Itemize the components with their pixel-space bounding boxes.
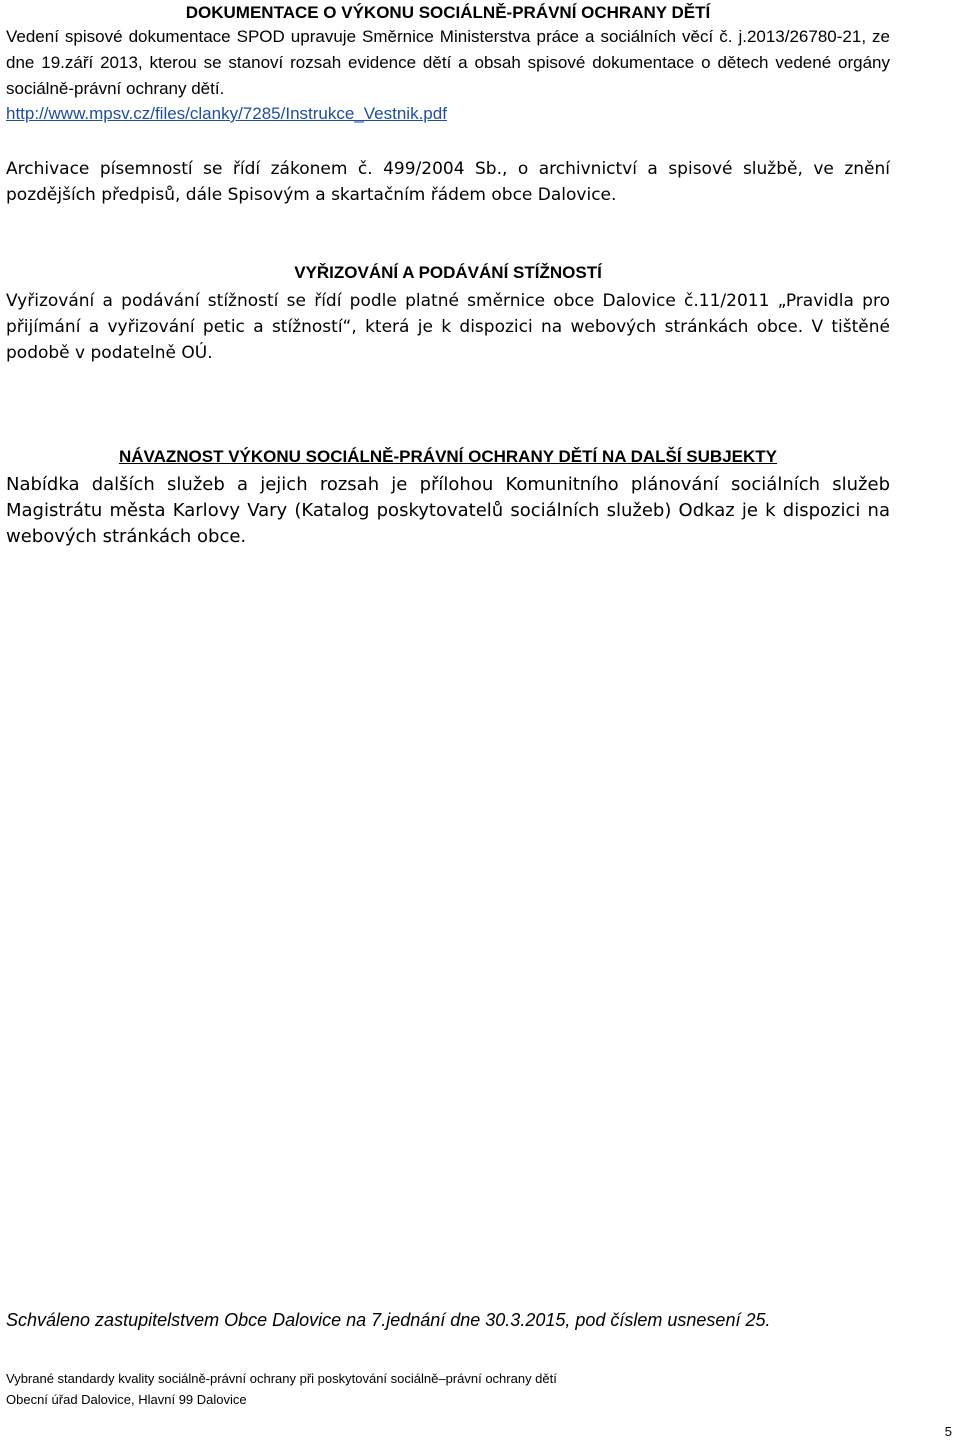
archive-paragraph: Archivace písemností se řídí zákonem č. 499/2004 Sb., o archivnictví a spisové službě, ve znění pozdějších předpisů, dále Spisovým a skartačním řádem obce Dalovice. xyxy=(6,159,890,205)
page-number: 5 xyxy=(944,1424,952,1439)
instruction-link[interactable]: http://www.mpsv.cz/files/clanky/7285/Instrukce_Vestnik.pdf xyxy=(6,104,447,123)
section-heading-continuity: NÁVAZNOST VÝKONU SOCIÁLNĚ-PRÁVNÍ OCHRANY DĚTÍ NA DALŠÍ SUBJEKTY xyxy=(118,447,777,466)
section-heading-complaints: VYŘIZOVÁNÍ A PODÁVÁNÍ STÍŽNOSTÍ xyxy=(294,263,602,282)
approval-note: Schváleno zastupitelstvem Obce Dalovice na 7.jednání dne 30.3.2015, pod číslem usnesení 25. xyxy=(6,1310,771,1330)
documentation-paragraph: Vedení spisové dokumentace SPOD upravuje Směrnice Ministerstva práce a sociálních věcí č. j.2013/26780-21, ze dne 19.září 2013, kterou se stanoví rozsah evidence dětí a obsah spisové dokumentace o dětech vedené orgány sociálně-právní ochrany dětí. xyxy=(6,27,890,98)
continuity-paragraph: Nabídka dalších služeb a jejich rozsah je přílohou Komunitního plánování sociálních služeb Magistrátu města Karlovy Vary (Katalog poskytovatelů sociálních služeb) Odkaz je k dispozici na webových stránkách obce. xyxy=(6,474,890,547)
complaints-paragraph: Vyřizování a podávání stížností se řídí podle platné směrnice obce Dalovice č.11/2011 „Pravidla pro přijímání a vyřizování petic a stížností“, která je k dispozici na webových stránkách obce. V tištěné podobě v podatelně OÚ. xyxy=(6,291,890,363)
section-heading-documentation: DOKUMENTACE O VÝKONU SOCIÁLNĚ-PRÁVNÍ OCHRANY DĚTÍ xyxy=(185,3,711,22)
page-footer xyxy=(6,1368,890,1410)
footer-address: Obecní úřad Dalovice, Hlavní 99 Dalovice xyxy=(6,1392,247,1407)
footer-title: Vybrané standardy kvality sociálně-právní ochrany při poskytování sociálně–právní ochrany dětí xyxy=(6,1371,557,1386)
